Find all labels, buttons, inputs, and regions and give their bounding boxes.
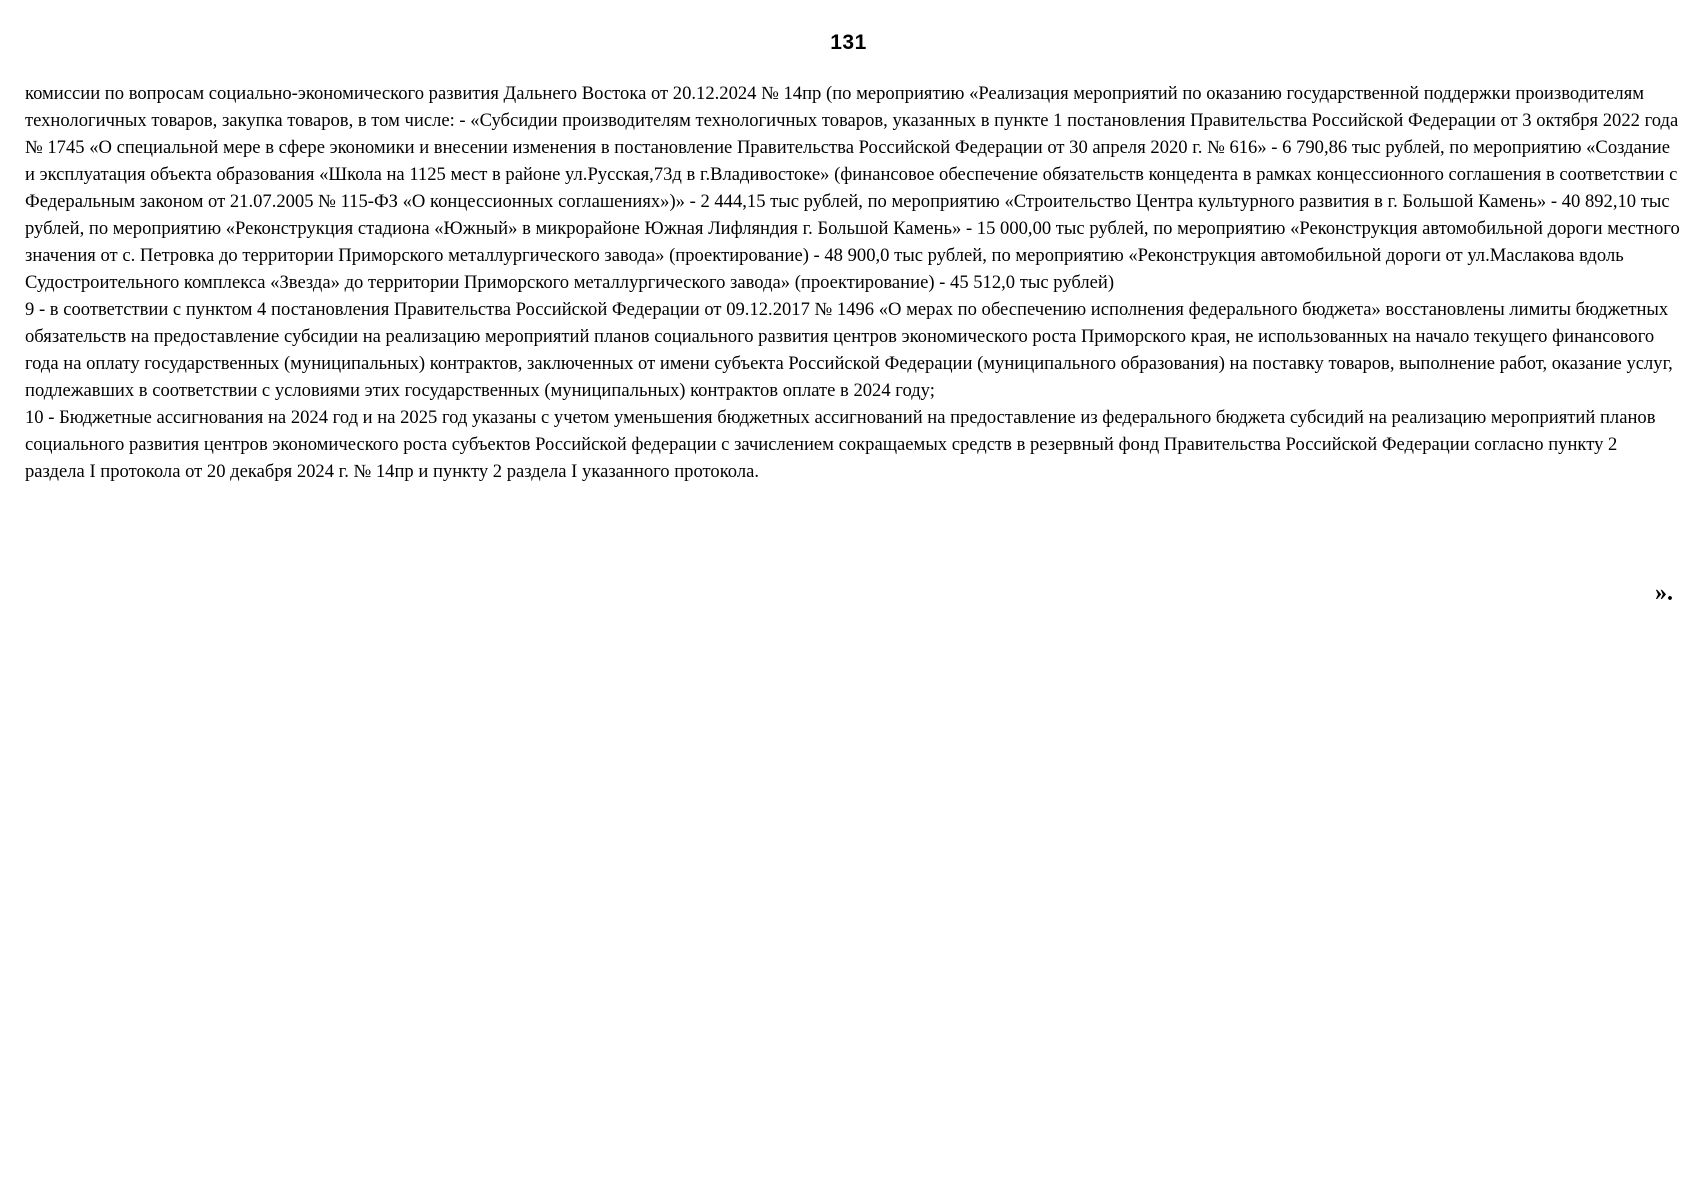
footnote-9-paragraph: 9 - в соответствии с пунктом 4 постановления Правительства Российской Федерации от 09.12.2017 № 1496 «О мерах по обеспечению исполнения федерального бюджета» восстановлены лимиты бюджетных обязательств на предоставление субсидии на реализацию мероприятий планов социального развития центров экономического роста Приморского края, не использованных на начало текущего финансового года на оплату государственных (муниципальных) контрактов, заключенных от имени субъекта Российской Федерации (муниципального образования) на поставку товаров, выполнение работ, оказание услуг, подлежавших в соответствии с условиями этих государственных (муниципальных) контрактов оплате в 2024 году;	[25, 299, 1673, 401]
footnote-10-paragraph: 10 - Бюджетные ассигнования на 2024 год и на 2025 год указаны с учетом уменьшения бюджетных ассигнований на предоставление из федерального бюджета субсидий на реализацию мероприятий планов социального развития центров экономического роста субъектов Российской федерации с зачислением сокращаемых средств в резервный фонд Правительства Российской Федерации согласно пункту 2 раздела I протокола от 20 декабря 2024 г. № 14пр и пункту 2 раздела I указанного протокола.	[25, 407, 1656, 482]
document-body	[25, 80, 1680, 485]
closing-quote-mark: ».	[1655, 580, 1673, 606]
footnote-continuation-paragraph: комиссии по вопросам социально-экономического развития Дальнего Востока от 20.12.2024 № 14пр (по мероприятию «Реализация мероприятий по оказанию государственной поддержки производителям технологичных товаров, закупка товаров, в том числе: - «Субсидии производителям технологичных товаров, указанных в пункте 1 постановления Правительства Российской Федерации от 3 октября 2022 года № 1745 «О специальной мере в сфере экономики и внесении изменения в постановление Правительства Российской Федерации от 30 апреля 2020 г. № 616» - 6 790,86 тыс рублей, по мероприятию «Создание и эксплуатация объекта образования «Школа на 1125 мест в районе ул.Русская,73д в г.Владивостоке» (финансовое обеспечение обязательств концедента в рамках концессионного соглашения в соответствии с Федеральным законом от 21.07.2005 № 115-ФЗ «О концессионных соглашениях»)» - 2 444,15 тыс рублей, по мероприятию «Строительство Центра культурного развития в г. Большой Камень» - 40 892,10 тыс рублей, по мероприятию «Реконструкция стадиона «Южный» в микрорайоне Южная Лифляндия г. Большой Камень» - 15 000,00 тыс рублей, по мероприятию «Реконструкция автомобильной дороги местного значения от с. Петровка до территории Приморского металлургического завода» (проектирование) - 48 900,0 тыс рублей, по мероприятию «Реконструкция автомобильной дороги от ул.Маслакова вдоль Судостроительного комплекса «Звезда» до территории Приморского металлургического завода» (проектирование) - 45 512,0 тыс рублей)	[25, 83, 1680, 293]
page-number: 131	[830, 31, 867, 54]
